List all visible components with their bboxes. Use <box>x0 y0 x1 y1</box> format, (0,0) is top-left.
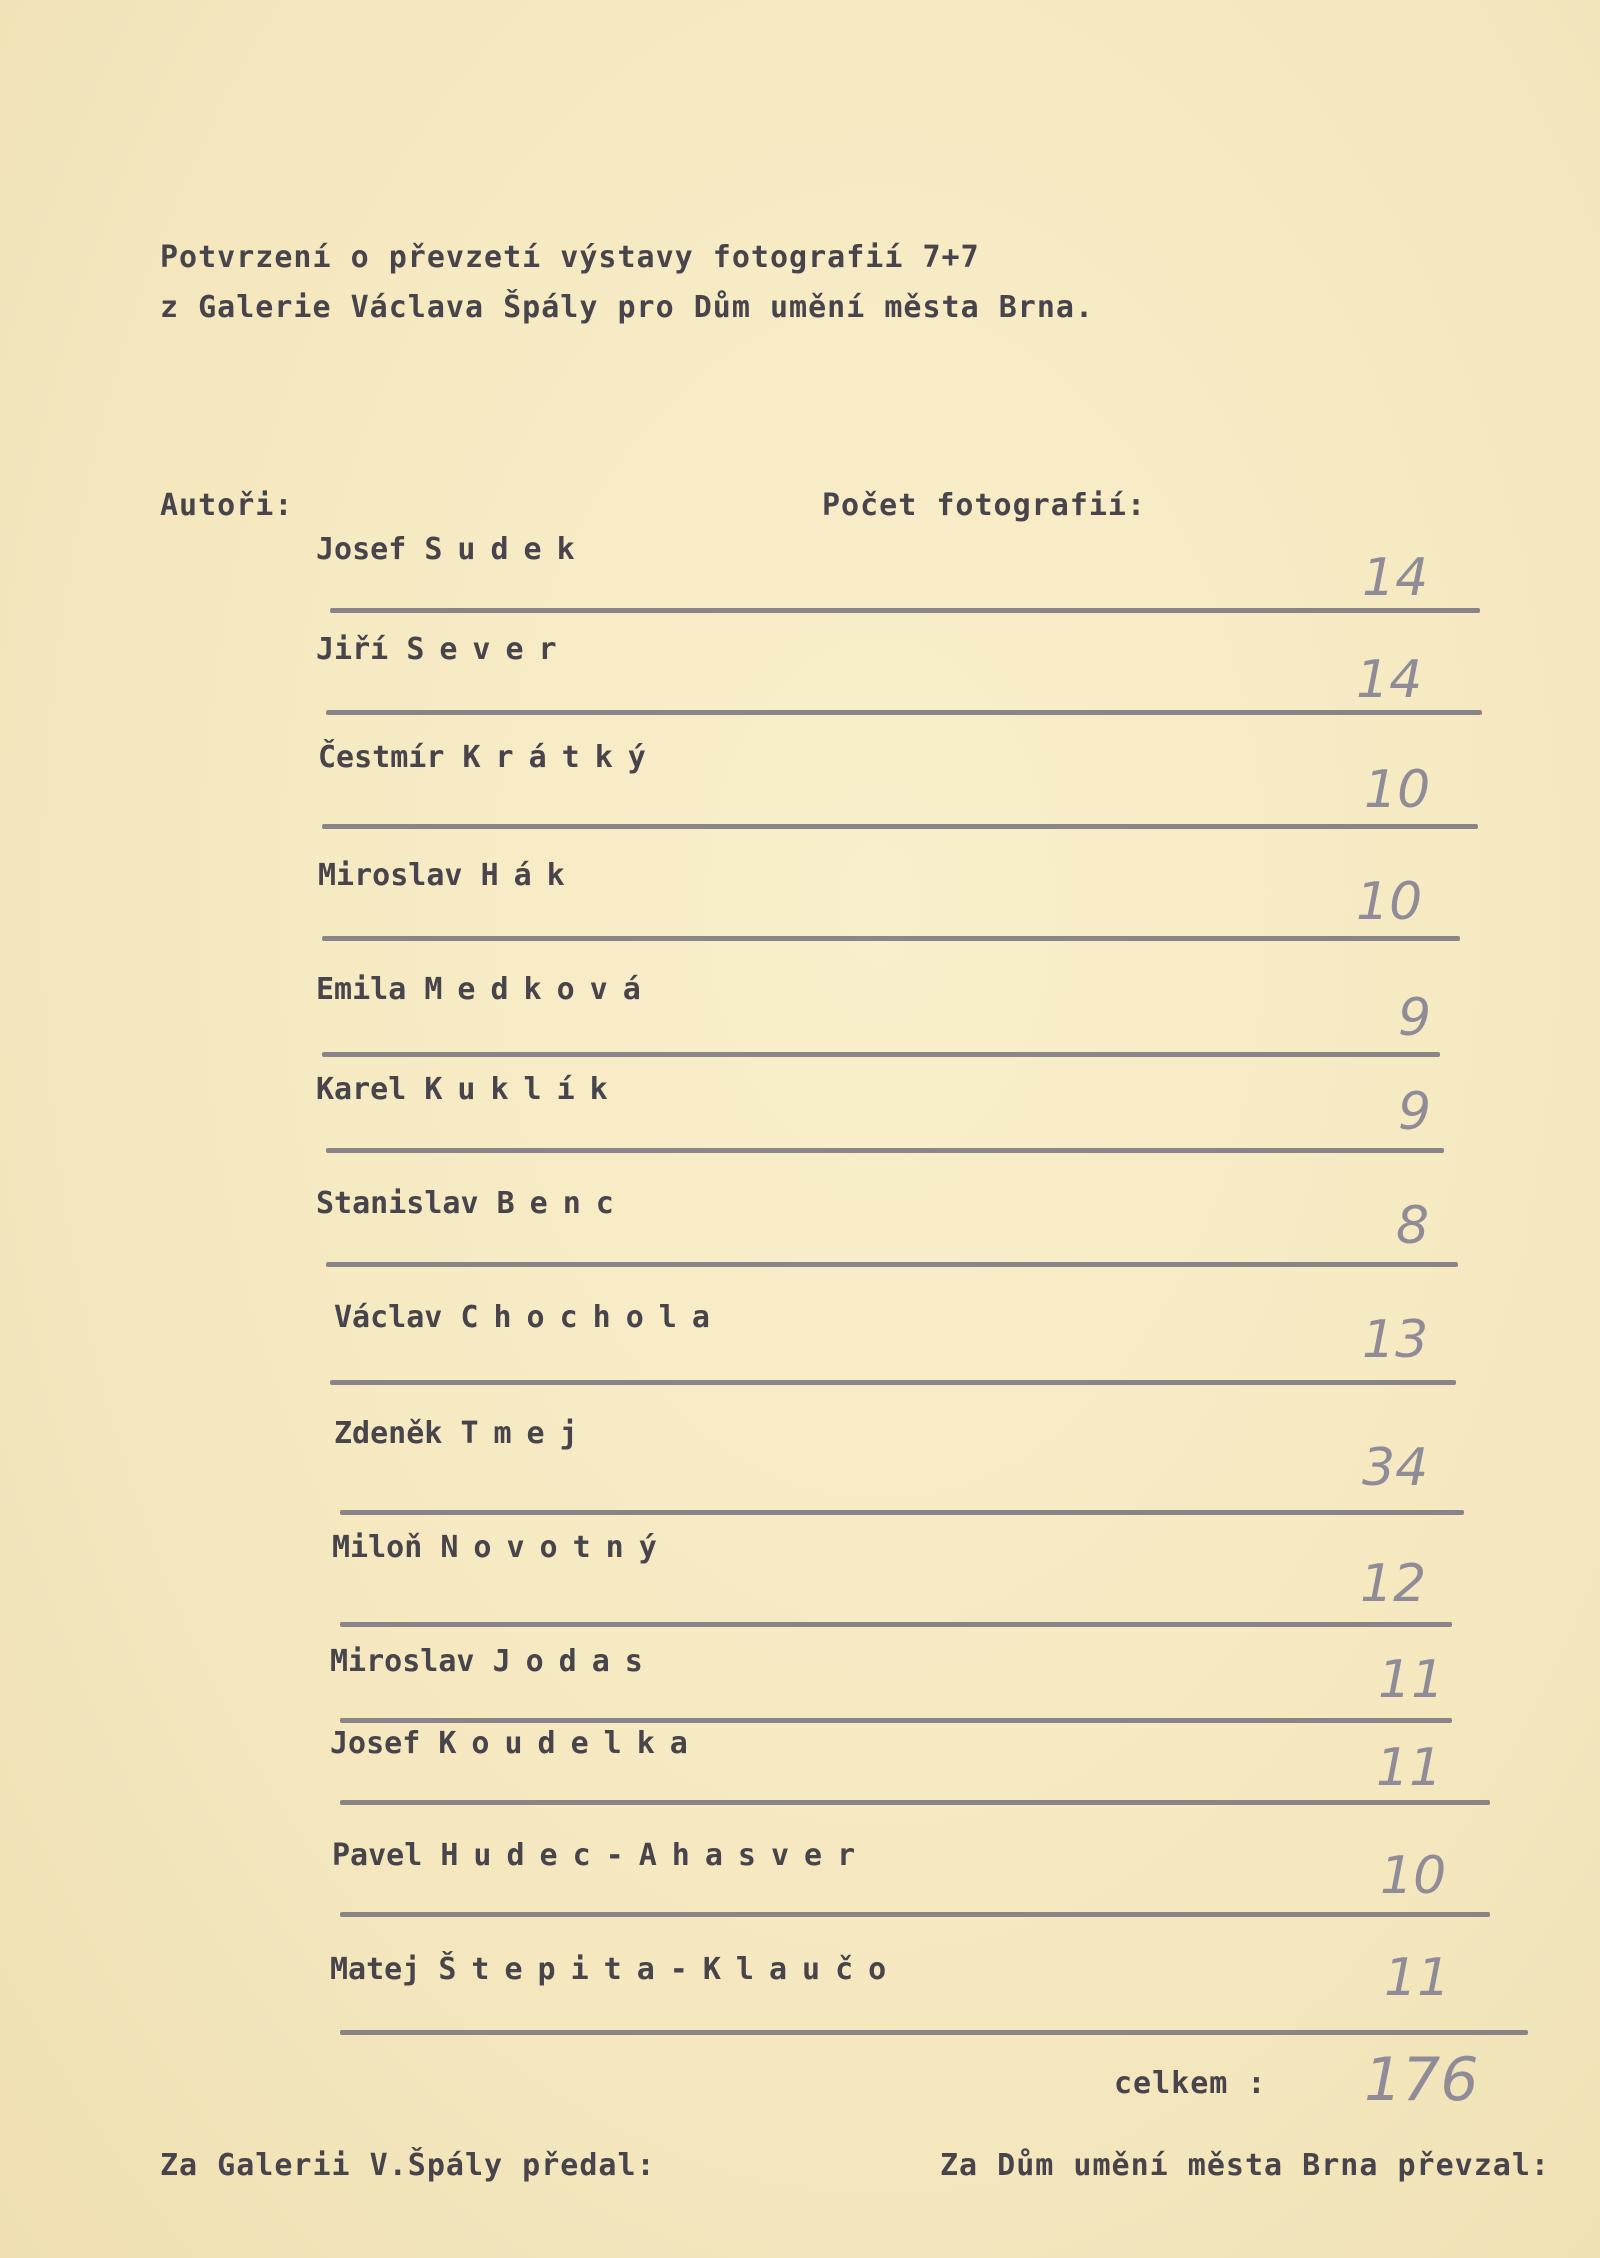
author-name <box>316 532 590 567</box>
author-surname: Sever <box>406 632 572 667</box>
author-surname: Tmej <box>460 1416 593 1451</box>
author-name <box>332 1838 870 1873</box>
author-first-name: Jiří <box>316 632 389 667</box>
total-label: celkem : <box>1114 2066 1267 2101</box>
author-surname: Hudec-Ahasver <box>440 1838 871 1873</box>
author-first-name: Josef <box>316 532 407 567</box>
author-surname: Chochola <box>460 1300 725 1335</box>
author-name <box>316 632 572 667</box>
row-underline <box>340 1622 1452 1627</box>
author-name <box>316 972 656 1007</box>
photo-count: 9 <box>1398 1082 1432 1142</box>
handed-over-by-label: Za Galerii V.Špály předal: <box>160 2148 656 2183</box>
photo-count: 10 <box>1380 1846 1447 1906</box>
photo-count: 14 <box>1356 650 1423 710</box>
author-name <box>330 1644 658 1679</box>
author-name <box>334 1300 725 1335</box>
author-surname: Jodas <box>492 1644 658 1679</box>
row-underline <box>330 608 1480 613</box>
author-first-name: Miroslav <box>318 858 463 893</box>
row-underline <box>340 1912 1490 1917</box>
row-underline <box>326 710 1482 715</box>
author-first-name: Miroslav <box>330 1644 475 1679</box>
row-underline <box>340 2030 1528 2035</box>
author-first-name: Čestmír <box>318 740 445 775</box>
author-first-name: Miloň <box>332 1530 423 1565</box>
row-underline <box>322 824 1478 829</box>
author-name <box>332 1530 672 1565</box>
row-underline <box>326 1148 1444 1153</box>
author-name <box>318 858 580 893</box>
photo-count: 10 <box>1364 760 1431 820</box>
author-surname: Štepita-Klaučo <box>438 1952 902 1987</box>
author-name <box>318 740 661 775</box>
row-underline <box>340 1800 1490 1805</box>
row-underline <box>326 1262 1458 1267</box>
author-surname: Benc <box>496 1186 629 1221</box>
author-name <box>316 1072 623 1107</box>
author-surname: Kuklík <box>424 1072 623 1107</box>
author-first-name: Pavel <box>332 1838 423 1873</box>
document-title-line-1: Potvrzení o převzetí výstavy fotografií 7+7 <box>160 240 980 275</box>
photo-count: 10 <box>1356 872 1423 932</box>
photo-count: 9 <box>1398 988 1432 1048</box>
author-surname: Novotný <box>440 1530 672 1565</box>
row-underline <box>330 1380 1456 1385</box>
author-name <box>330 1726 703 1761</box>
photo-count: 11 <box>1376 1738 1443 1798</box>
author-name <box>334 1416 593 1451</box>
received-by-label: Za Dům umění města Brna převzal: <box>940 2148 1550 2183</box>
photo-count-column-label: Počet fotografií: <box>822 488 1147 523</box>
row-underline <box>340 1718 1452 1723</box>
author-surname: Sudek <box>424 532 590 567</box>
author-name <box>330 1952 901 1987</box>
row-underline <box>322 1052 1440 1057</box>
author-first-name: Zdeněk <box>334 1416 443 1451</box>
author-surname: Koudelka <box>438 1726 703 1761</box>
author-first-name: Václav <box>334 1300 443 1335</box>
photo-count: 11 <box>1378 1650 1445 1710</box>
row-underline <box>322 936 1460 941</box>
author-first-name: Karel <box>316 1072 407 1107</box>
photo-count: 34 <box>1362 1438 1429 1498</box>
document-title-line-2: z Galerie Václava Špály pro Dům umění města Brna. <box>160 290 1095 325</box>
total-value: 176 <box>1364 2045 1479 2115</box>
author-first-name: Josef <box>330 1726 421 1761</box>
photo-count: 13 <box>1362 1310 1429 1370</box>
author-surname: Hák <box>480 858 580 893</box>
author-first-name: Emila <box>316 972 407 1007</box>
photo-count: 12 <box>1360 1554 1427 1614</box>
author-surname: Medková <box>424 972 656 1007</box>
author-first-name: Matej <box>330 1952 421 1987</box>
author-first-name: Stanislav <box>316 1186 479 1221</box>
authors-column-label: Autoři: <box>160 488 294 523</box>
photo-count: 11 <box>1384 1948 1451 2008</box>
author-surname: Krátký <box>462 740 661 775</box>
author-name <box>316 1186 629 1221</box>
photo-count: 8 <box>1396 1196 1430 1256</box>
photo-count: 14 <box>1362 548 1429 608</box>
row-underline <box>340 1510 1464 1515</box>
